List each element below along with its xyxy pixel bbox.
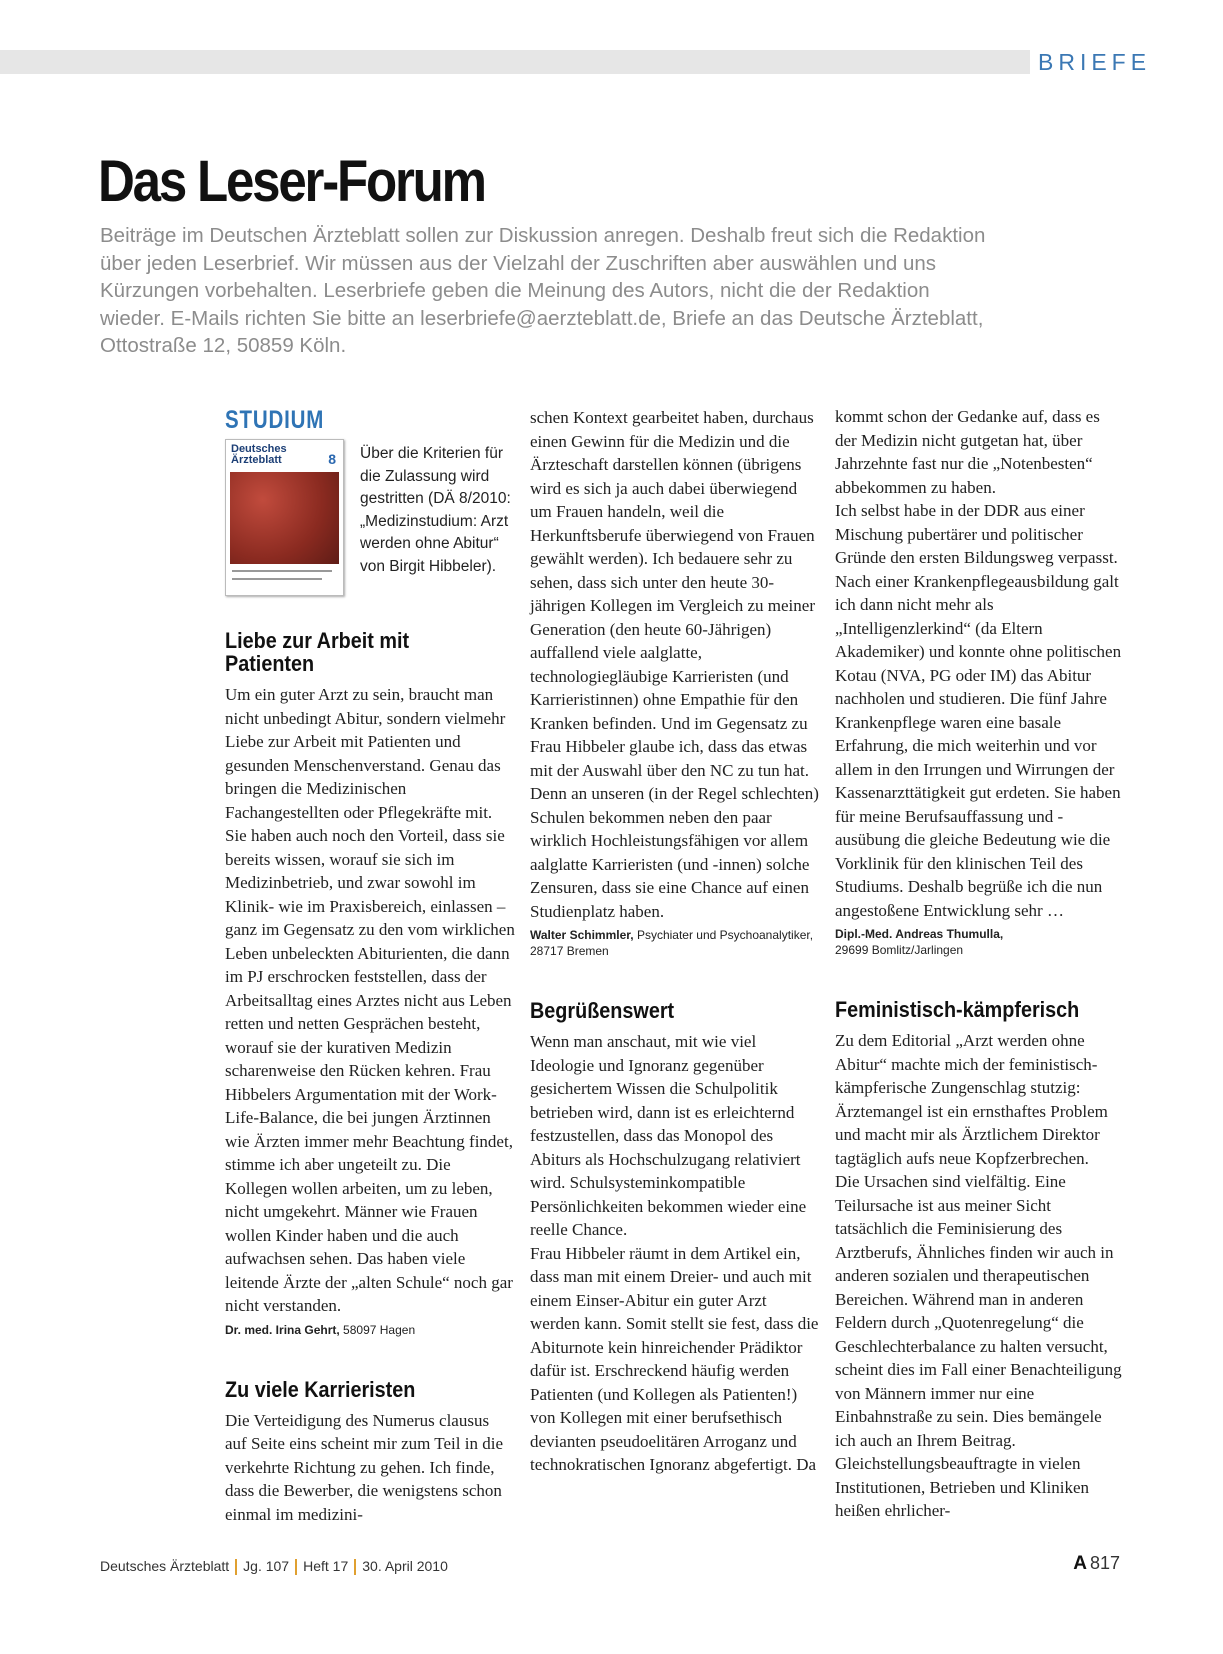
page-number	[1073, 1553, 1120, 1575]
footer-citation	[100, 1558, 448, 1575]
cover-text-line	[232, 570, 332, 572]
letter-author: Walter Schimmler,	[530, 928, 634, 942]
teaser-box	[225, 439, 515, 601]
header-bar	[0, 50, 1150, 74]
cover-masthead: Deutsches Ärzteblatt	[231, 443, 287, 466]
letter-signature	[530, 927, 820, 959]
letter-author: Dipl.-Med. Andreas Thumulla,	[835, 927, 1004, 941]
page-title: Das Leser-Forum	[98, 149, 485, 214]
letter-body: Ich selbst habe in der DDR aus einer Mischung pubertärer und politischer Gründe den ersten Bildungsweg verpasst. Nach einer Krankenpflegeausbildung galt ich dann nicht mehr als „Intelligenzlerkind“ (da Eltern Akademiker) und konnte ohne politischen Kotau (NVA, PG oder IM) das Abitur nachholen und studieren. Die fünf Jahre Krankenpflege waren eine basale Erfahrung, die mich weiterhin und vor allem in den Irrungen und Wirrungen der Kassenarzttätigkeit gut erdeten. Sie haben für meine Berufsauffassung und -ausübung die gleiche Bedeutung wie die Vorklinik für den klinischen Teil des Studiums. Deshalb begrüße ich die nun angestoßene Entwicklung sehr …	[835, 501, 1122, 920]
topic-label: STUDIUM	[225, 406, 325, 434]
letter-body: Wenn man anschaut, mit wie viel Ideologie und Ignoranz gegenüber gesichertem Wissen die Schulpolitik betrieben wird, dann ist es erleichternd festzustellen, dass das Monopol des Abiturs als Hochschulzugang relativiert wird. Schulsysteminkompatible Persönlichkeiten bekommen wieder eine reelle Chance.	[530, 1032, 807, 1239]
page-prefix: A	[1073, 1553, 1087, 1574]
footer-date: 30. April 2010	[362, 1558, 448, 1574]
footer-journal: Deutsches Ärzteblatt	[100, 1558, 230, 1574]
intro-text: Beiträge im Deutschen Ärzteblatt sollen zur Diskussion anregen. Deshalb freut sich die Redaktion über jeden Leserbrief. Wir müssen aus der Vielzahl der Zuschriften aber auswählen und uns Kürzungen vorbehalten. Leserbriefe geben die Meinung des Autors, nicht die der Redaktion wieder. E-Mails richten Sie bitte an leserbriefe@aerzteblatt.de, Briefe an das Deutsche Ärzteblatt, Ottostraße 12, 50859 Köln.	[100, 224, 986, 357]
section-label: BRIEFE	[1030, 46, 1223, 78]
letter-body: kommt schon der Gedanke auf, dass es der Medizin nicht gutgetan hat, über Jahrzehnte fast nur die „Notenbesten“ abbekommen zu haben.	[835, 407, 1100, 497]
page-number-value: 817	[1089, 1553, 1120, 1573]
letter-body: Um ein guter Arzt zu sein, braucht man nicht unbedingt Abitur, sondern vielmehr Liebe zur Arbeit mit Patienten und gesunden Menschenverstand. Genau das bringen die Medizinischen Fachangestellten oder Pflegekräfte mit. Sie haben auch noch den Vorteil, dass sie bereits wissen, worauf sie sich im Medizinbetrieb, und zwar sowohl im Klinik- wie im Praxisbereich, einlassen – ganz im Gegensatz zu den vom wirklichen Leben unbeleckten Abiturienten, die dann im PJ erschrocken feststellen, dass der Arbeitsalltag eines Arztes nicht aus Leben retten und netten Gesprächen besteht, worauf sie der kurativen Medizin scharenweise den Rücken kehren. Frau Hibbelers Argumentation mit der Work-Life-Balance, die bei jungen Ärztinnen wie Ärzten immer mehr Beachtung findet, stimme ich aber ungeteilt zu. Die Kollegen wollen arbeiten, um zu leben, nicht umgekehrt. Männer wie Frauen wollen Kinder haben und die auch aufwachsen sehen. Das haben viele leitende Ärzte der „alten Schule“ noch gar nicht verstanden.	[225, 685, 515, 1315]
magazine-cover-thumbnail	[225, 439, 344, 596]
cover-text-line	[232, 578, 322, 580]
column-1	[225, 405, 515, 1526]
letter-author: Dr. med. Irina Gehrt,	[225, 1322, 340, 1337]
letter-body: Frau Hibbeler räumt in dem Artikel ein, dass man mit einem Dreier- und auch mit einem Einser-Abitur ein guter Arzt werden kann. Somit stellt sie fest, dass die Abiturnote kein hinreichender Prädiktor dafür ist. Erschreckend häufig werden Patienten (und Kollegen als Patienten!) von Kollegen mit einer berufsethisch devianten pseudoelitären Arroganz und technokratischen Ignoranz abgefertigt. Da	[530, 1243, 819, 1474]
column-2	[530, 406, 820, 1477]
letter-heading: Begrüßenswert	[530, 998, 675, 1023]
letter-place: Psychiater und Psychoanalytiker, 28717 Bremen	[530, 928, 814, 958]
letter-heading: Feministisch-kämpferisch	[835, 997, 1080, 1022]
letter-body: schen Kontext gearbeitet haben, durchaus einen Gewinn für die Medizin und die Ärzteschaft darstellen können (übrigens wird es sich ja auch dabei überwiegend um Frauen handeln, weil die Herkunftsberufe überwiegend von Frauen gewählt werden). Ich bedauere sehr zu sehen, dass sich unter den heute 30-jährigen Kollegen im Vergleich zu meiner Generation (den heute 60-Jährigen) auffallend viele aalglatte, technologiegläubige Karrieristen (und Karrieristinnen) ohne Empathie für den Kranken befinden. Und im Gegensatz zu Frau Hibbeler glaube ich, dass das etwas mit der Auswahl über den NC zu tun hat. Denn an unseren (in der Regel schlechten) Schulen bekommen neben den paar wirklich Hochleistungsfähigen vor allem aalglatte Karrieristen (und -innen) solche Zensuren, dass sie eine Chance auf einen Studienplatz haben.	[530, 408, 819, 921]
cover-image	[230, 472, 339, 564]
cover-issue-number: 8	[328, 451, 336, 467]
letter-place: 58097 Hagen	[343, 1322, 416, 1337]
teaser-text: Über die Kriterien für die Zulassung wird gestritten (DÄ 8/2010: „Medizinstudium: Arzt werden ohne Abitur“ von Birgit Hibbeler).	[360, 445, 511, 575]
column-3	[835, 405, 1125, 1523]
letter-place: 29699 Bomlitz/Jarlingen	[835, 943, 964, 957]
footer-issue: Heft 17	[303, 1558, 349, 1574]
letter-body: Zu dem Editorial „Arzt werden ohne Abitur“ machte mich der feministisch-kämpferische Zungenschlag stutzig: Ärztemangel ist ein ernsthaftes Problem und macht mir als Ärztlichem Direktor tagtäglich aufs neue Kopfzerbrechen.	[835, 1031, 1108, 1168]
letter-heading: Zu viele Karrieristen	[225, 1376, 416, 1402]
letter-body: Die Ursachen sind vielfältig. Eine Teilursache ist aus meiner Sicht tatsächlich die Feminisierung des Arztberufs, Ähnliches finden wir auch in anderen sozialen und therapeutischen Bereichen. Während man in anderen Feldern durch „Quotenregelung“ die Geschlechterbalance zu halten versucht, scheint dies im Fall einer Benachteiligung von Männern immer nur eine Einbahnstraße zu sein. Dies bemängele ich auch an Ihrem Beitrag. Gleichstellungsbeauftragte in vielen Institutionen, Betrieben und Kliniken heißen ehrlicher-	[835, 1172, 1122, 1520]
letter-signature	[225, 1322, 515, 1338]
letter-signature	[835, 926, 1125, 958]
letter-body: Die Verteidigung des Numerus clausus auf Seite eins scheint mir zum Teil in die verkehrte Richtung zu gehen. Ich finde, dass die Bewerber, die wenigstens schon einmal im medizini-	[225, 1410, 503, 1524]
footer-volume: Jg. 107	[243, 1558, 290, 1574]
letter-heading: Liebe zur Arbeit mit Patienten	[225, 628, 410, 676]
